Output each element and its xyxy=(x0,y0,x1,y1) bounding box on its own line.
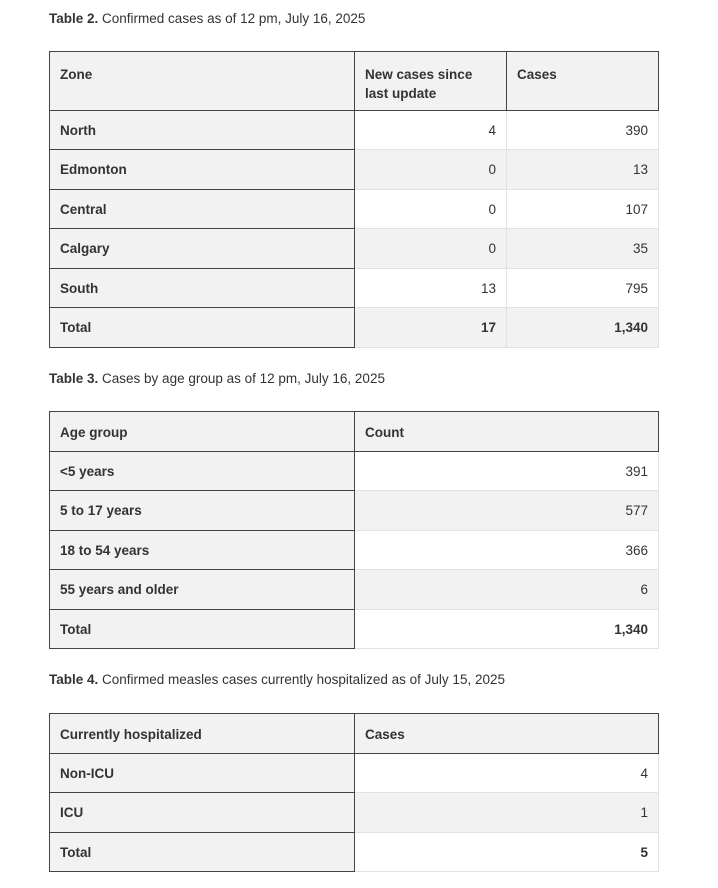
table-row xyxy=(50,491,659,531)
table4-total-cases: 5 xyxy=(355,833,659,872)
table2-header-zone: Zone xyxy=(50,52,355,111)
table-row xyxy=(50,190,659,229)
table2-header-cases: Cases xyxy=(507,52,659,111)
table2-total-cases: 1,340 xyxy=(507,308,659,348)
table3-count-cell: 6 xyxy=(355,570,659,610)
table3-total-count: 1,340 xyxy=(355,610,659,649)
table-row xyxy=(50,793,659,833)
table2-zone-cell: Calgary xyxy=(50,229,355,269)
table2-caption-text: Confirmed cases as of 12 pm, July 16, 2025 xyxy=(98,11,366,26)
table-row xyxy=(50,570,659,610)
table3-caption-text: Cases by age group as of 12 pm, July 16, 2025 xyxy=(98,371,385,386)
table3-age-group-cell: 55 years and older xyxy=(50,570,355,610)
table4-status-cell: Non-ICU xyxy=(50,754,355,793)
table3-header-row xyxy=(50,412,659,452)
table2-new-cases-cell: 4 xyxy=(355,111,507,150)
table3-age-group-cell: 18 to 54 years xyxy=(50,531,355,570)
table-row xyxy=(50,452,659,491)
table4-header-row xyxy=(50,714,659,754)
table4-header-status: Currently hospitalized xyxy=(50,714,355,754)
table4-status-cell: ICU xyxy=(50,793,355,833)
table4-cases-cell: 4 xyxy=(355,754,659,793)
table2-cases-cell: 795 xyxy=(507,269,659,308)
table3-total-label: Total xyxy=(50,610,355,649)
table4-total-label: Total xyxy=(50,833,355,872)
table4-total-row xyxy=(50,833,659,872)
table4-caption-label: Table 4. xyxy=(49,672,99,687)
table2-cases-cell: 390 xyxy=(507,111,659,150)
table3-header-count: Count xyxy=(355,412,659,452)
table3-age-group-cell: 5 to 17 years xyxy=(50,491,355,531)
table-row xyxy=(50,229,659,269)
table2-new-cases-cell: 13 xyxy=(355,269,507,308)
table3-count-cell: 577 xyxy=(355,491,659,531)
table2-new-cases-cell: 0 xyxy=(355,190,507,229)
table2-new-cases-cell: 0 xyxy=(355,150,507,190)
table2-total-label: Total xyxy=(50,308,355,348)
table2-new-cases-cell: 0 xyxy=(355,229,507,269)
table3-header-age-group: Age group xyxy=(50,412,355,452)
table-row xyxy=(50,754,659,793)
table2-total-new-cases: 17 xyxy=(355,308,507,348)
table2-zone-cell: Edmonton xyxy=(50,150,355,190)
table4-header-cases: Cases xyxy=(355,714,659,754)
table4-caption xyxy=(49,672,505,687)
table3-caption-label: Table 3. xyxy=(49,371,99,386)
table4-cases-cell: 1 xyxy=(355,793,659,833)
table2-caption-label: Table 2. xyxy=(49,11,99,26)
table-row xyxy=(50,150,659,190)
table-row xyxy=(50,269,659,308)
table2-header-row xyxy=(50,52,659,111)
table2-header-new-cases: New cases since last update xyxy=(355,52,507,111)
table4-caption-text: Confirmed measles cases currently hospitalized as of July 15, 2025 xyxy=(98,672,505,687)
table2-cases-cell: 107 xyxy=(507,190,659,229)
table2-zone-cell: South xyxy=(50,269,355,308)
table2-caption xyxy=(49,11,365,26)
table2-zone-cell: Central xyxy=(50,190,355,229)
table2-total-row xyxy=(50,308,659,348)
table3-age-groups xyxy=(49,411,659,649)
table3-count-cell: 391 xyxy=(355,452,659,491)
table-row xyxy=(50,531,659,570)
table2-cases-cell: 13 xyxy=(507,150,659,190)
table2-confirmed-cases xyxy=(49,51,659,348)
table3-caption xyxy=(49,371,385,386)
table2-zone-cell: North xyxy=(50,111,355,150)
table-row xyxy=(50,111,659,150)
table3-total-row xyxy=(50,610,659,649)
table3-count-cell: 366 xyxy=(355,531,659,570)
table4-hospitalized xyxy=(49,713,659,872)
table3-age-group-cell: <5 years xyxy=(50,452,355,491)
table2-cases-cell: 35 xyxy=(507,229,659,269)
